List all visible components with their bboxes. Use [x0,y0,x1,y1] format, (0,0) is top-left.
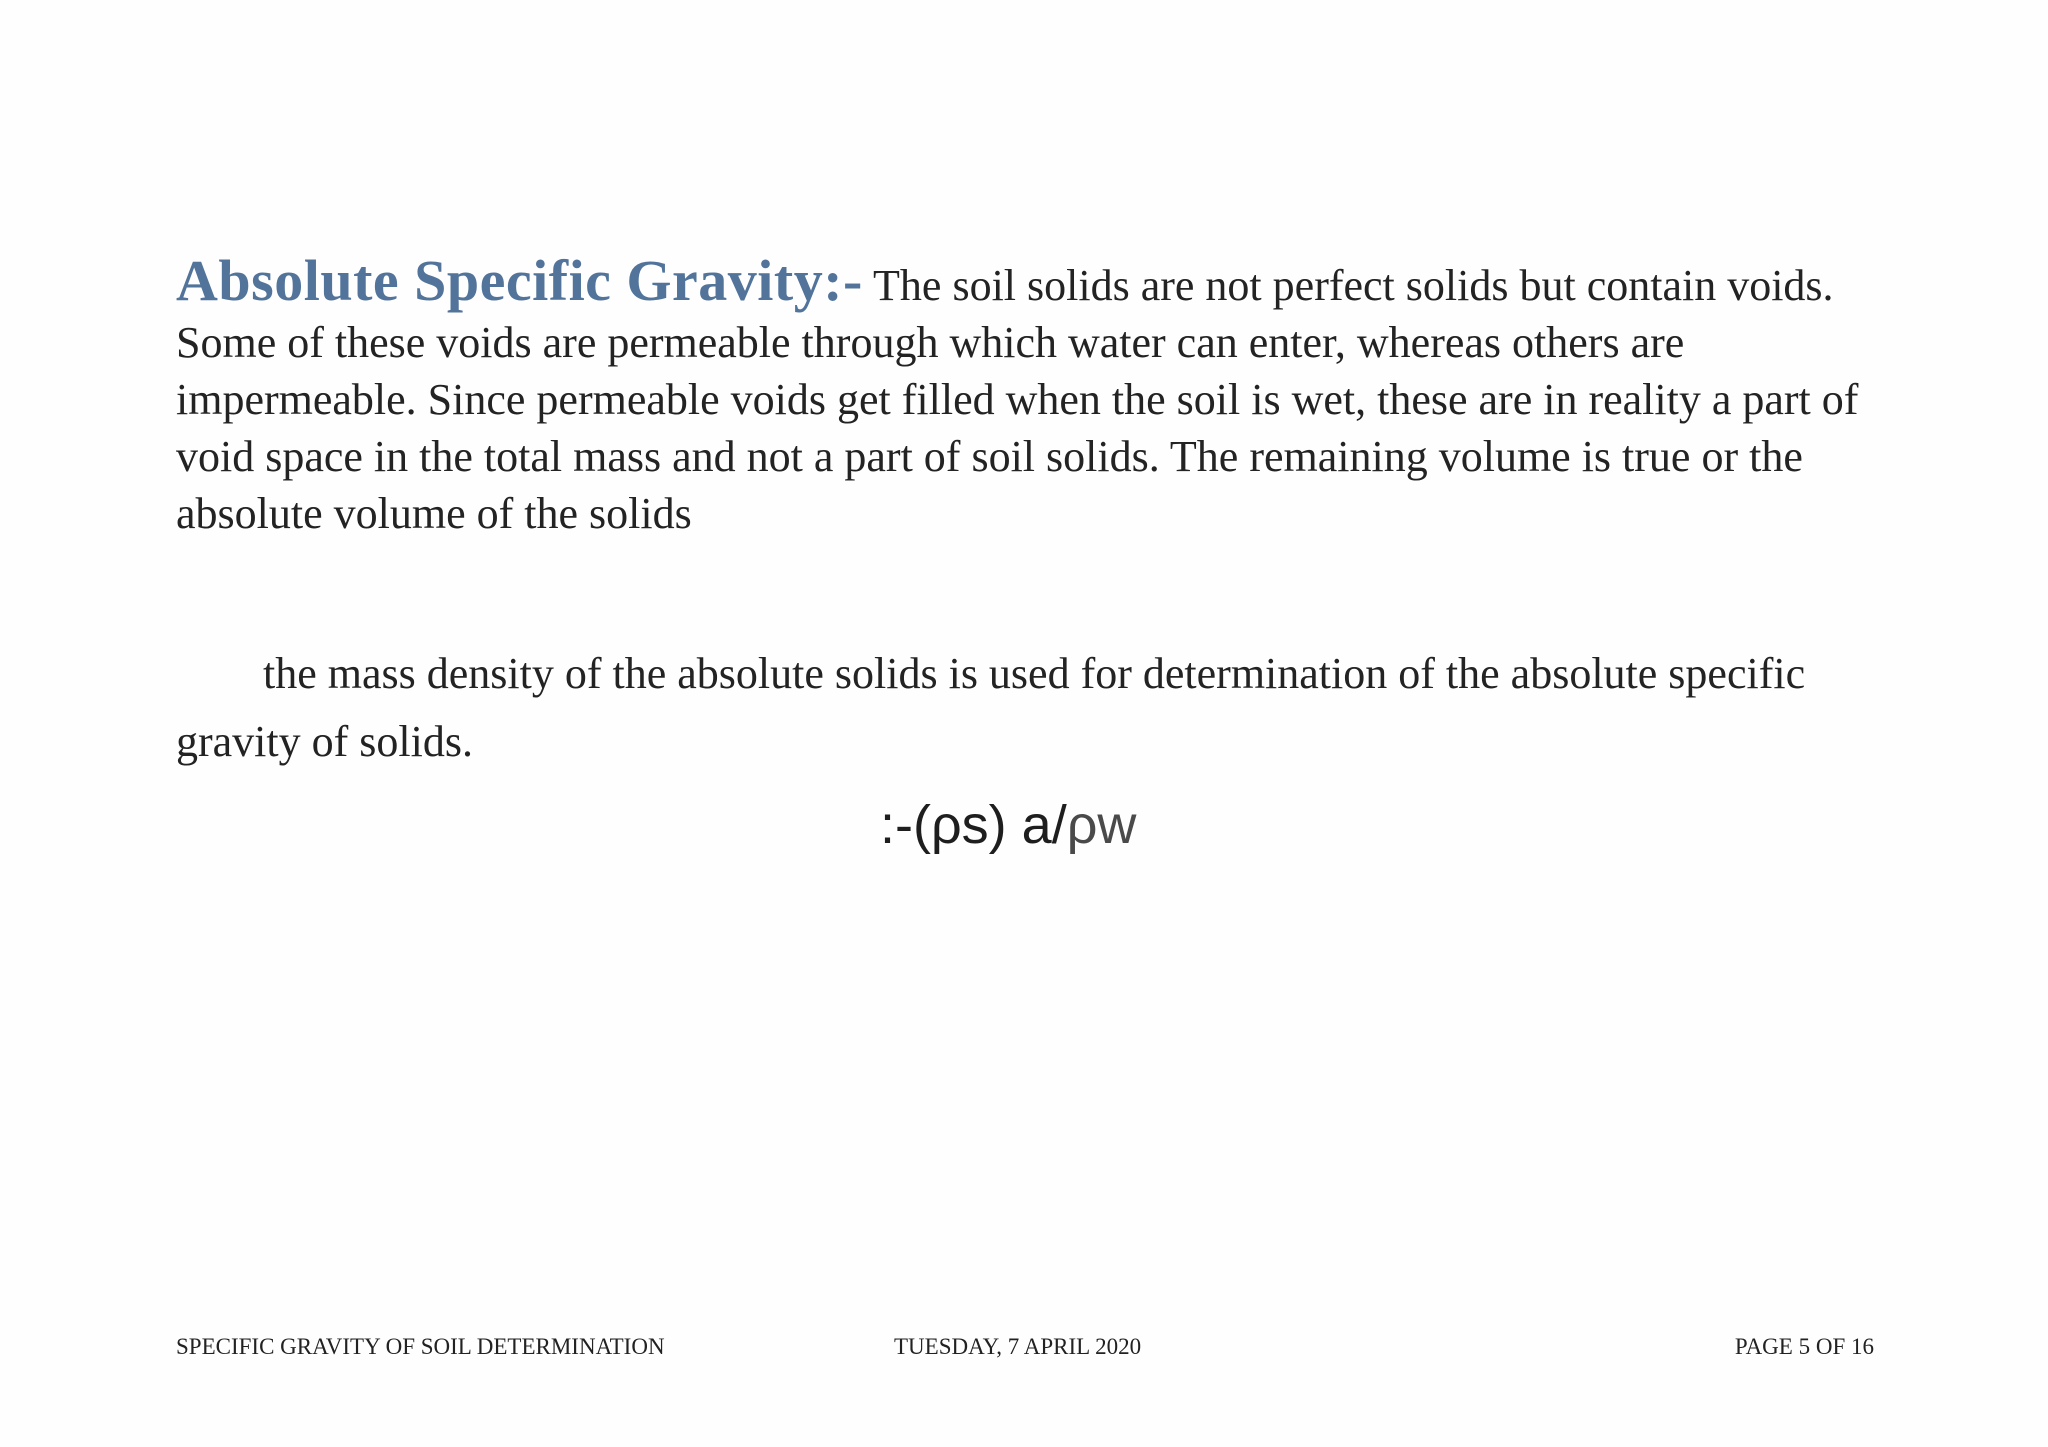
mass-density-text: the mass density of the absolute solids is used for determination of the absolute specific gravity of solids. [176,649,1806,766]
footer-date: TUESDAY, 7 APRIL 2020 [894,1334,1142,1359]
absolute-specific-gravity-formula [880,790,1136,860]
formula-numerator: :-(ρs) a/ [880,795,1067,855]
footer-page-number: PAGE 5 OF 16 [1734,1334,1874,1359]
mass-density-paragraph [176,640,1876,776]
definition-text: The soil solids are not perfect solids but contain voids. Some of these voids are permeable through which water can enter, whereas others are impermeable. Since permeable voids get filled when the soil is wet, these are in reality a part of void space in the total mass and not a part of soil solids. The remaining volume is true or the absolute volume of the solids [176,261,1859,538]
footer-document-title: SPECIFIC GRAVITY OF SOIL DETERMINATION [176,1334,665,1359]
definition-paragraph [176,248,1876,542]
section-heading: Absolute Specific Gravity:- [176,248,863,313]
formula-denominator: ρw [1066,795,1137,855]
